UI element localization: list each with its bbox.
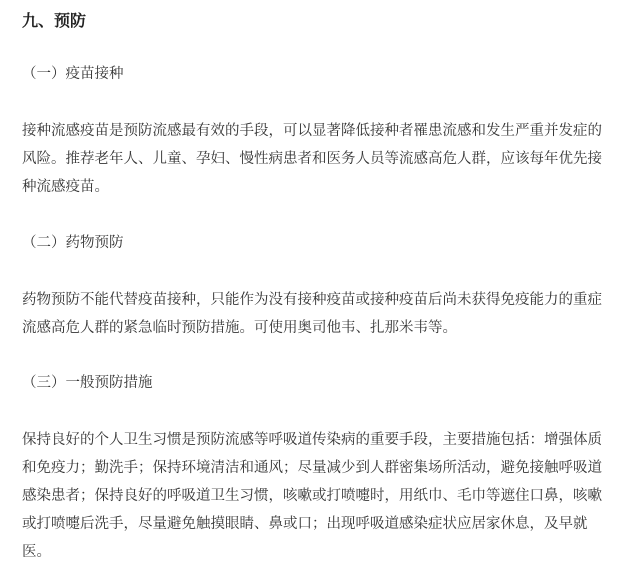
- section-title: 九、预防: [22, 11, 87, 30]
- paragraph-line: 感染患者；保持良好的呼吸道卫生习惯，咳嗽或打喷嚏时，用纸巾、毛巾等遮住口鼻，咳嗽: [22, 488, 602, 504]
- paragraph-line: 保持良好的个人卫生习惯是预防流感等呼吸道传染病的重要手段，主要措施包括：增强体质: [22, 432, 602, 448]
- paragraph-line: 流感高危人群的紧急临时预防措施。可使用奥司他韦、扎那米韦等。: [22, 320, 457, 336]
- paragraph-line: 接种流感疫苗是预防流感最有效的手段，可以显著降低接种者罹患流感和发生严重并发症的: [22, 123, 602, 139]
- paragraph-line: 风险。推荐老年人、儿童、孕妇、慢性病患者和医务人员等流感高危人群，应该每年优先接: [22, 151, 602, 167]
- paragraph-drug-prevention: [22, 286, 628, 342]
- paragraph-line: 或打喷嚏后洗手，尽量避免触摸眼睛、鼻或口；出现呼吸道感染症状应居家休息，及早就: [22, 516, 588, 532]
- paragraph-line: 药物预防不能代替疫苗接种，只能作为没有接种疫苗或接种疫苗后尚未获得免疫能力的重症: [22, 292, 602, 308]
- paragraph-vaccination: [22, 117, 628, 201]
- subheading-drug-prevention: （二）药物预防: [22, 235, 124, 251]
- subheading-general-measures: （三）一般预防措施: [22, 375, 153, 391]
- paragraph-line: 种流感疫苗。: [22, 179, 109, 195]
- paragraph-general-measures: [22, 426, 628, 566]
- paragraph-line: 医。: [22, 544, 51, 560]
- paragraph-line: 和免疫力；勤洗手；保持环境清洁和通风；尽量减少到人群密集场所活动，避免接触呼吸道: [22, 460, 602, 476]
- subheading-vaccination: （一）疫苗接种: [22, 66, 124, 82]
